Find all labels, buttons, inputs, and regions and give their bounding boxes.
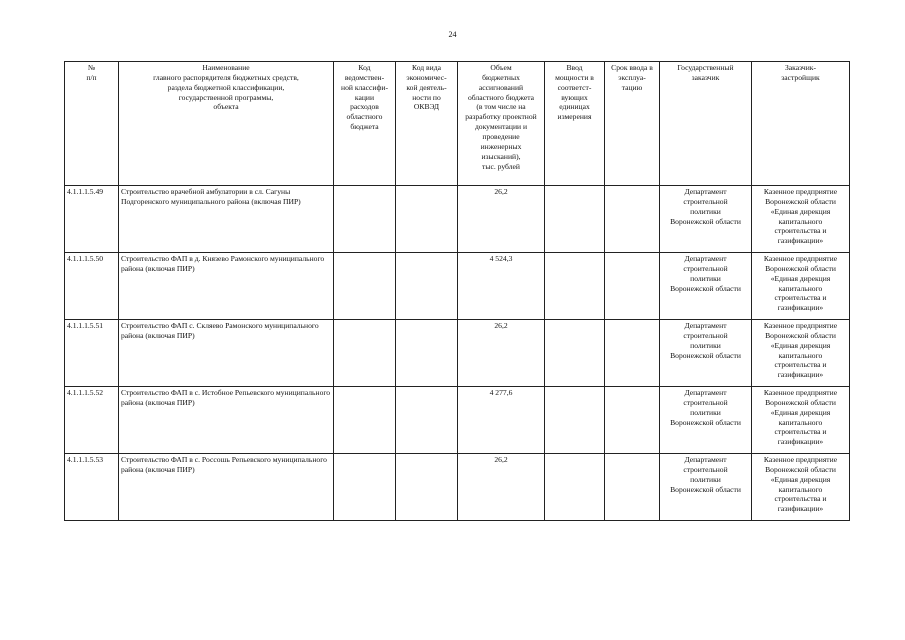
cell-term bbox=[605, 320, 660, 387]
header-capacity: Ввод мощности в соответст- вующих единицах измерения bbox=[545, 62, 605, 186]
cell-customer: Департамент строительной политики Воронежской области bbox=[660, 320, 752, 387]
cell-okved bbox=[396, 186, 458, 253]
cell-developer: Казенное предприятие Воронежской области «Единая дирекция капитального строительства и газификации» bbox=[752, 253, 850, 320]
cell-name: Строительство ФАП в с. Истобное Репьевского муниципального района (включая ПИР) bbox=[119, 387, 334, 454]
cell-num: 4.1.1.1.5.50 bbox=[65, 253, 119, 320]
table-row bbox=[65, 387, 850, 454]
cell-dept-code bbox=[334, 387, 396, 454]
cell-num: 4.1.1.1.5.53 bbox=[65, 454, 119, 521]
header-num: № п/п bbox=[65, 62, 119, 186]
cell-okved bbox=[396, 454, 458, 521]
cell-customer: Департамент строительной политики Воронежской области bbox=[660, 253, 752, 320]
header-name: Наименование главного распорядителя бюджетных средств, раздела бюджетной классификации, государственной программы, объекта bbox=[119, 62, 334, 186]
cell-capacity bbox=[545, 387, 605, 454]
cell-name: Строительство ФАП в с. Россошь Репьевского муниципального района (включая ПИР) bbox=[119, 454, 334, 521]
header-customer: Государственный заказчик bbox=[660, 62, 752, 186]
table-row bbox=[65, 320, 850, 387]
header-dept-code: Код ведомствен- ной классифи- кации расходов областного бюджета bbox=[334, 62, 396, 186]
page-number: 24 bbox=[448, 30, 457, 39]
cell-volume: 26,2 bbox=[458, 186, 545, 253]
cell-num: 4.1.1.1.5.52 bbox=[65, 387, 119, 454]
table-row bbox=[65, 186, 850, 253]
cell-customer: Департамент строительной политики Воронежской области bbox=[660, 387, 752, 454]
cell-volume: 26,2 bbox=[458, 320, 545, 387]
cell-developer: Казенное предприятие Воронежской области «Единая дирекция капитального строительства и газификации» bbox=[752, 186, 850, 253]
cell-term bbox=[605, 387, 660, 454]
table-row bbox=[65, 454, 850, 521]
cell-dept-code bbox=[334, 186, 396, 253]
cell-developer: Казенное предприятие Воронежской области «Единая дирекция капитального строительства и газификации» bbox=[752, 454, 850, 521]
header-term: Срок ввода в эксплуа- тацию bbox=[605, 62, 660, 186]
table-row bbox=[65, 253, 850, 320]
cell-name: Строительство ФАП в д. Князево Рамонского муниципального района (включая ПИР) bbox=[119, 253, 334, 320]
cell-customer: Департамент строительной политики Воронежской области bbox=[660, 186, 752, 253]
cell-capacity bbox=[545, 454, 605, 521]
cell-developer: Казенное предприятие Воронежской области «Единая дирекция капитального строительства и газификации» bbox=[752, 320, 850, 387]
cell-term bbox=[605, 186, 660, 253]
cell-developer: Казенное предприятие Воронежской области «Единая дирекция капитального строительства и газификации» bbox=[752, 387, 850, 454]
header-volume: Объем бюджетных ассигнований областного бюджета (в том числе на разработку проектной документации и проведение инженерных изысканий), тыс. рублей bbox=[458, 62, 545, 186]
cell-capacity bbox=[545, 186, 605, 253]
cell-term bbox=[605, 253, 660, 320]
cell-customer: Департамент строительной политики Воронежской области bbox=[660, 454, 752, 521]
cell-term bbox=[605, 454, 660, 521]
cell-volume: 4 524,3 bbox=[458, 253, 545, 320]
cell-name: Строительство ФАП с. Скляево Рамонского муниципального района (включая ПИР) bbox=[119, 320, 334, 387]
header-okved: Код вида экономичес- кой деятель- ности по ОКВЭД bbox=[396, 62, 458, 186]
cell-dept-code bbox=[334, 454, 396, 521]
cell-okved bbox=[396, 253, 458, 320]
cell-okved bbox=[396, 387, 458, 454]
cell-volume: 4 277,6 bbox=[458, 387, 545, 454]
cell-volume: 26,2 bbox=[458, 454, 545, 521]
header-developer: Заказчик- застройщик bbox=[752, 62, 850, 186]
cell-capacity bbox=[545, 320, 605, 387]
cell-dept-code bbox=[334, 320, 396, 387]
budget-objects-table bbox=[64, 61, 850, 521]
cell-okved bbox=[396, 320, 458, 387]
cell-capacity bbox=[545, 253, 605, 320]
cell-name: Строительство врачебной амбулатории в сл. Сагуны Подгоренского муниципального района (включая ПИР) bbox=[119, 186, 334, 253]
cell-dept-code bbox=[334, 253, 396, 320]
table-header-row bbox=[65, 62, 850, 186]
cell-num: 4.1.1.1.5.49 bbox=[65, 186, 119, 253]
cell-num: 4.1.1.1.5.51 bbox=[65, 320, 119, 387]
